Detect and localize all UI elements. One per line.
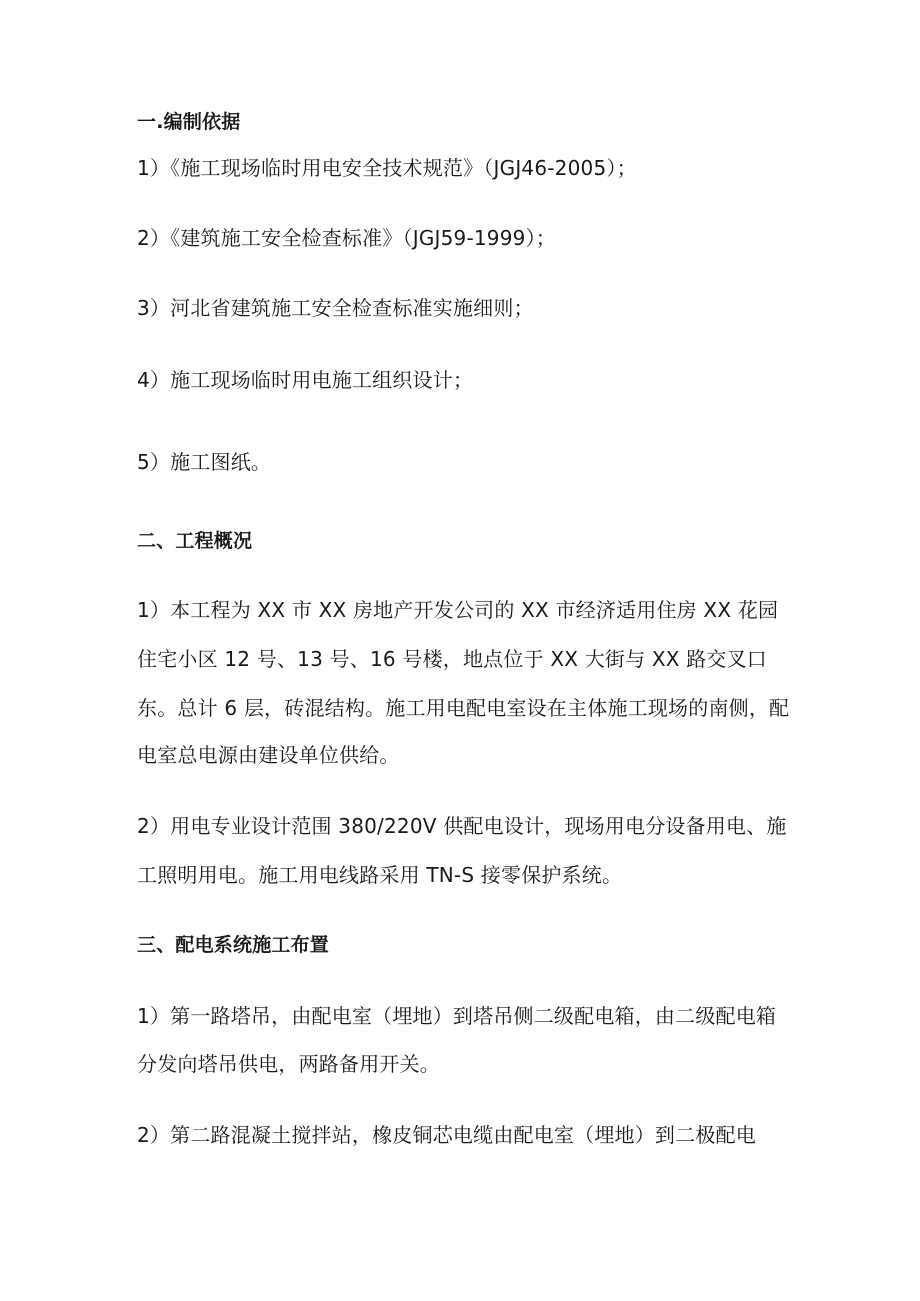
overview-para1-line2: 住宅小区 12 号、13 号、16 号楼，地点位于 XX 大街与 XX 路交叉口: [137, 647, 768, 671]
layout-para2-line1: 2）第二路混凝土搅拌站，橡皮铜芯电缆由配电室（埋地）到二极配电: [137, 1123, 756, 1147]
basis-item-1: 1）《施工现场临时用电安全技术规范》（JGJ46-2005）；: [137, 156, 637, 180]
overview-para1-line3: 东。总计 6 层，砖混结构。施工用电配电室设在主体施工现场的南侧，配: [137, 696, 790, 720]
basis-item-3: 3）河北省建筑施工安全检查标准实施细则；: [137, 296, 534, 320]
section3-heading: 三、配电系统施工布置: [137, 934, 330, 956]
overview-para2-line1: 2）用电专业设计范围 380/220V 供配电设计，现场用电分设备用电、施: [137, 814, 787, 838]
layout-para1-line1: 1）第一路塔吊，由配电室（埋地）到塔吊侧二级配电箱，由二级配电箱: [137, 1004, 777, 1028]
overview-para1-line1: 1）本工程为 XX 市 XX 房地产开发公司的 XX 市经济适用住房 XX 花园: [137, 598, 779, 622]
basis-item-5: 5）施工图纸。: [137, 450, 272, 474]
overview-para1-line4: 电室总电源由建设单位供给。: [137, 743, 400, 767]
section1-heading: 一.编制依据: [137, 111, 241, 133]
basis-item-2: 2）《建筑施工安全检查标准》（JGJ59-1999）；: [137, 226, 556, 250]
overview-para2-line2: 工照明用电。施工用电线路采用 TN-S 接零保护系统。: [137, 863, 623, 887]
section2-heading: 二、工程概况: [137, 530, 253, 552]
basis-item-4: 4）施工现场临时用电施工组织设计；: [137, 368, 474, 392]
layout-para1-line2: 分发向塔吊供电，两路备用开关。: [137, 1052, 440, 1076]
